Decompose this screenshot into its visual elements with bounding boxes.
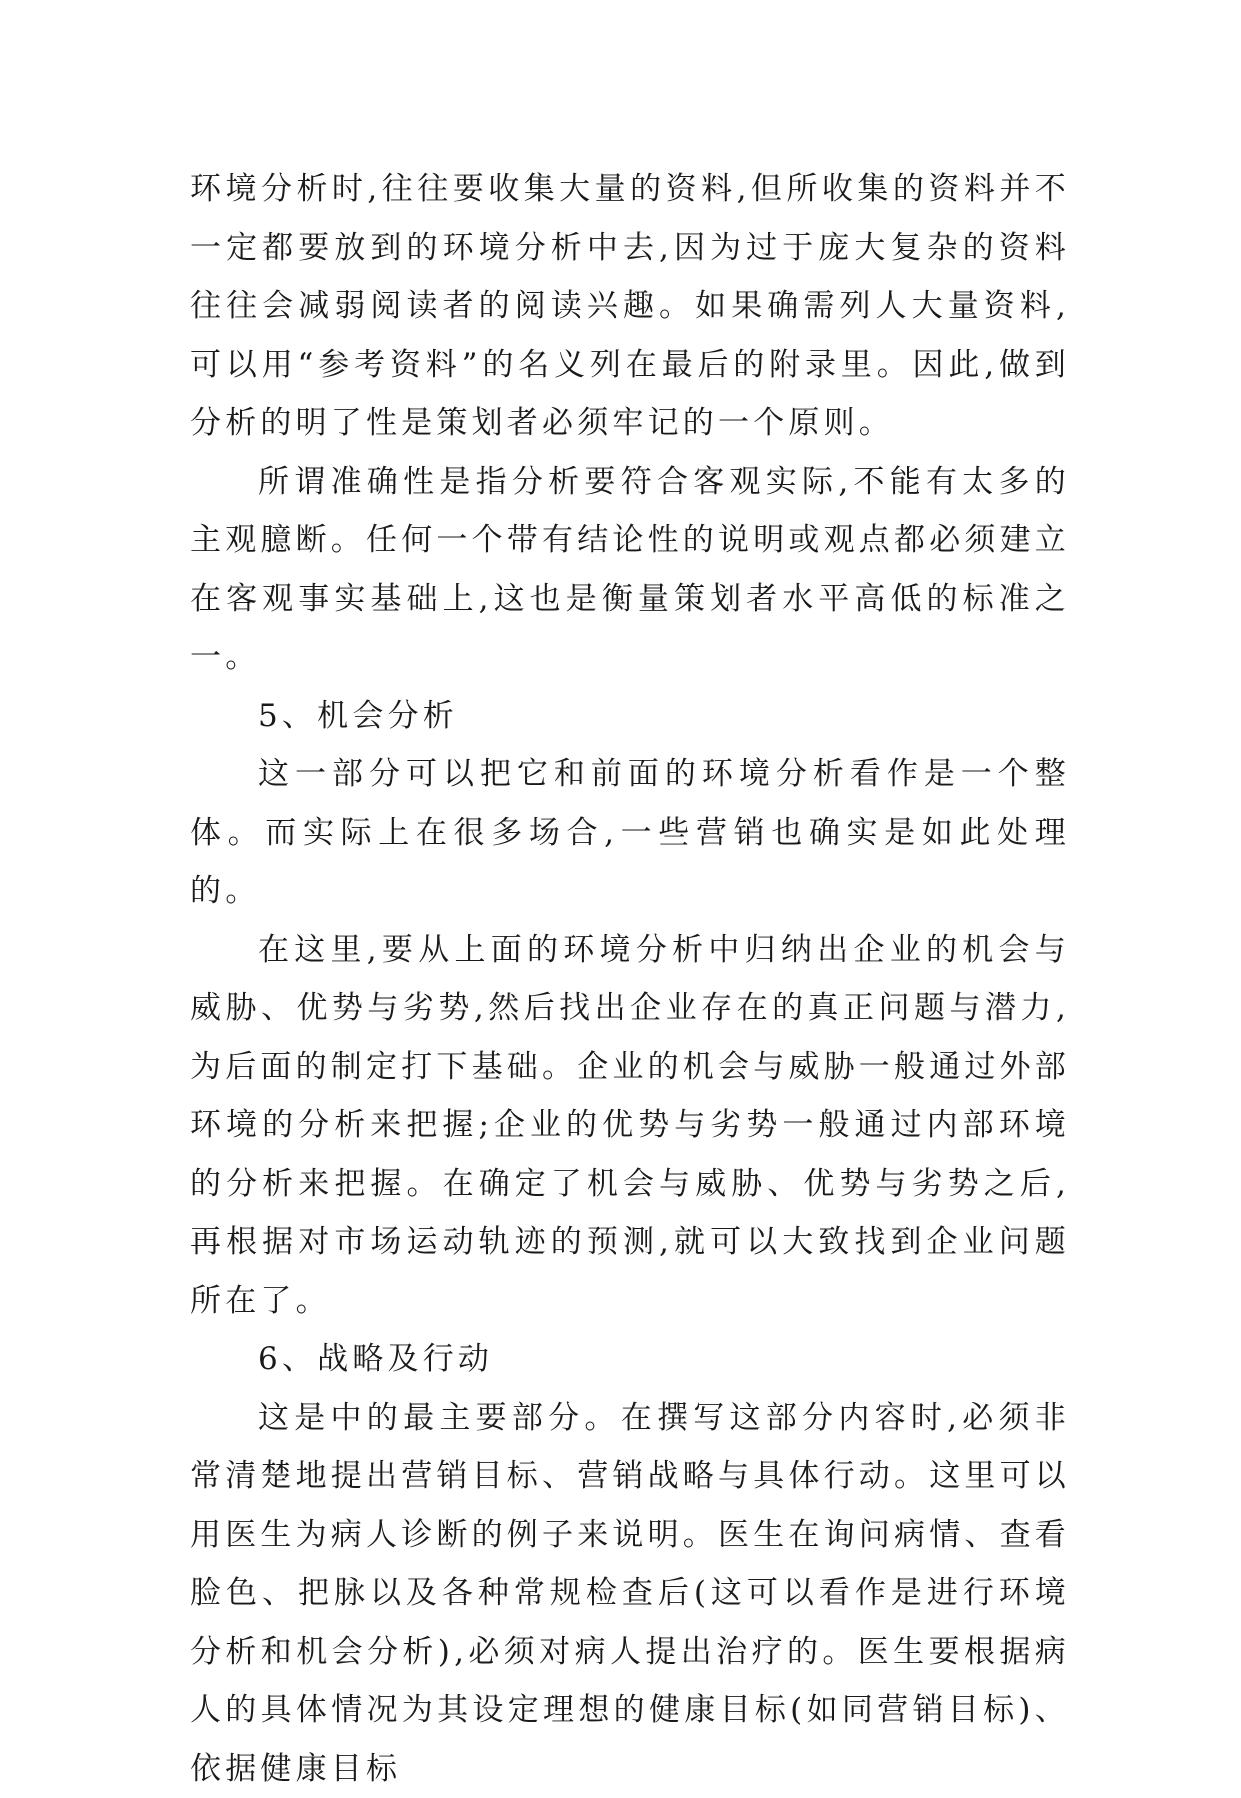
document-body bbox=[190, 160, 1070, 1798]
section-heading-opportunity-analysis: 5、机会分析 bbox=[190, 687, 1070, 746]
section-heading-strategy-action: 6、战略及行动 bbox=[190, 1330, 1070, 1389]
paragraph-env-analysis-continued: 环境分析时,往往要收集大量的资料,但所收集的资料并不一定都要放到的环境分析中去,因为过于庞大复杂的资料往往会减弱阅读者的阅读兴趣。如果确需列人大量资料,可以用“参考资料”的名义列在最后的附录里。因此,做到分析的明了性是策划者必须牢记的一个原则。 bbox=[190, 160, 1070, 453]
paragraph-accuracy: 所谓准确性是指分析要符合客观实际,不能有太多的主观臆断。任何一个带有结论性的说明或观点都必须建立在客观事实基础上,这也是衡量策划者水平高低的标准之一。 bbox=[190, 453, 1070, 687]
paragraph-swot: 在这里,要从上面的环境分析中归纳出企业的机会与威胁、优势与劣势,然后找出企业存在的真正问题与潜力,为后面的制定打下基础。企业的机会与威胁一般通过外部环境的分析来把握;企业的优势与劣势一般通过内部环境的分析来把握。在确定了机会与威胁、优势与劣势之后,再根据对市场运动轨迹的预测,就可以大致找到企业问题所在了。 bbox=[190, 921, 1070, 1331]
paragraph-strategy-doctor-analogy: 这是中的最主要部分。在撰写这部分内容时,必须非常清楚地提出营销目标、营销战略与具体行动。这里可以用医生为病人诊断的例子来说明。医生在询问病情、查看脸色、把脉以及各种常规检查后(这可以看作是进行环境分析和机会分析),必须对病人提出治疗的。医生要根据病人的具体情况为其设定理想的健康目标(如同营销目标)、依据健康目标 bbox=[190, 1389, 1070, 1798]
paragraph-opportunity-intro: 这一部分可以把它和前面的环境分析看作是一个整体。而实际上在很多场合,一些营销也确实是如此处理的。 bbox=[190, 745, 1070, 921]
